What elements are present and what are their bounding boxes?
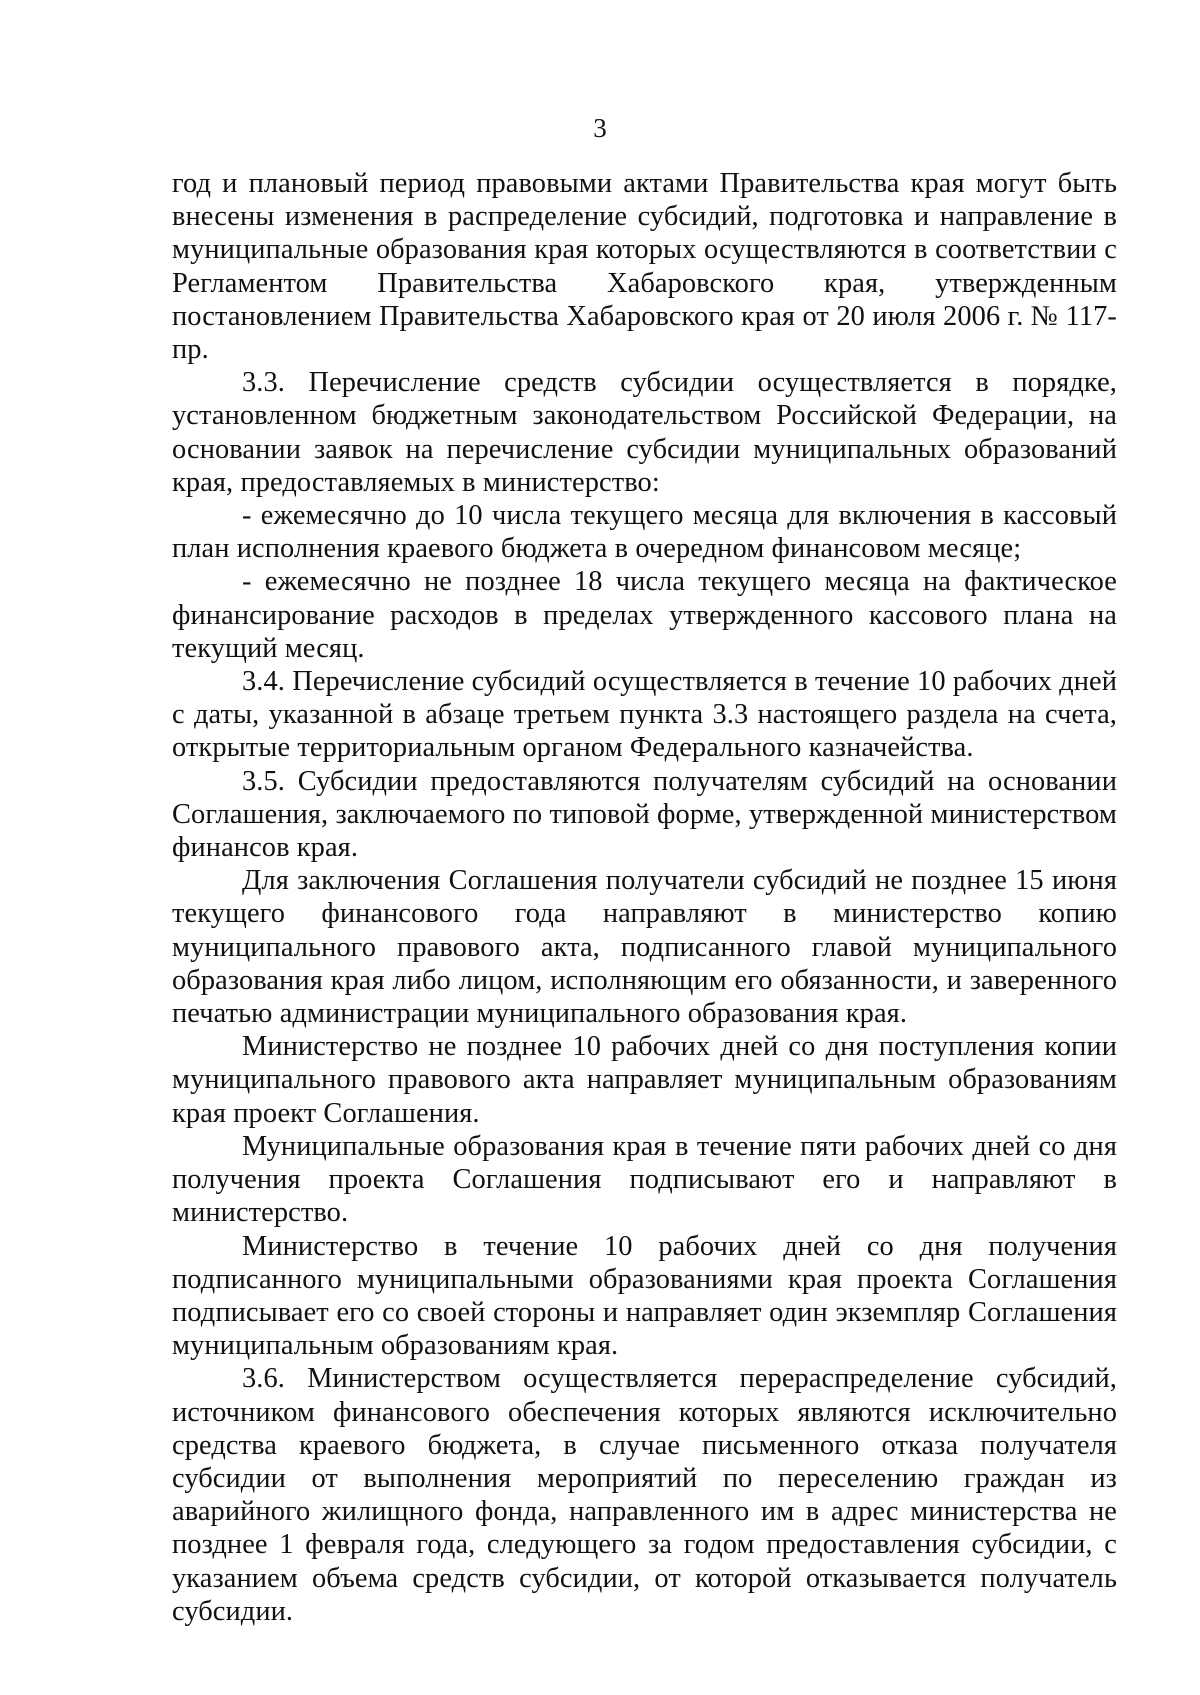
paragraph-list-item-1: - ежемесячно до 10 числа текущего месяца для включения в кассовый план исполнения краевого бюджета в очередном финансовом месяце;: [172, 500, 1117, 565]
paragraph-ministry-draft: Министерство не позднее 10 рабочих дней со дня поступления копии муниципального правового акта направляет муниципальным образованиям края проект Соглашения.: [172, 1031, 1117, 1129]
paragraph-3-5: 3.5. Субсидии предоставляются получателям субсидий на основании Соглашения, заключаемого по типовой форме, утвержденной министерством финансов края.: [172, 765, 1117, 864]
paragraph-list-item-2: - ежемесячно не позднее 18 числа текущего месяца на фактическое финансирование расходов в пределах утвержденного кассового плана на текущий месяц.: [172, 566, 1117, 664]
page-number: 3: [593, 113, 607, 143]
document-body: [172, 167, 1117, 1628]
paragraph-3-6: 3.6. Министерством осуществляется перераспределение субсидий, источником финансового обеспечения которых являются исключительно средства краевого бюджета, в случае письменного отказа получателя субсидии от выполнения мероприятий по переселению граждан из аварийного жилищного фонда, направленного им в адрес министерства не позднее 1 февраля года, следующего за годом предоставления субсидии, с указанием объема средств субсидии, от которой отказывается получатель субсидии.: [172, 1363, 1117, 1627]
paragraph-continuation: год и плановый период правовыми актами Правительства края могут быть внесены изменения в распределение субсидий, подготовка и направление в муниципальные образования края которых осуществляются в соответствии с Регламентом Правительства Хабаровского края, утвержденным постановлением Правительства Хабаровского края от 20 июля 2006 г. № 117-пр.: [172, 168, 1117, 366]
paragraph-3-4: 3.4. Перечисление субсидий осуществляется в течение 10 рабочих дней с даты, указанной в абзаце третьем пункта 3.3 настоящего раздела на счета, открытые территориальным органом Федерального казначейства.: [172, 666, 1117, 764]
paragraph-3-3: 3.3. Перечисление средств субсидии осуществляется в порядке, установленном бюджетным законодательством Российской Федерации, на основании заявок на перечисление субсидии муниципальных образований края, предоставляемых в министерство:: [172, 367, 1117, 498]
paragraph-agreement-conclusion: Для заключения Соглашения получатели субсидий не позднее 15 июня текущего финансового года направляют в министерство копию муниципального правового акта, подписанного главой муниципального образования края либо лицом, исполняющим его обязанности, и заверенного печатью администрации муниципального образования края.: [172, 865, 1117, 1030]
paragraph-municipal-signing: Муниципальные образования края в течение пяти рабочих дней со дня получения проекта Соглашения подписывают его и направляют в министерство.: [172, 1130, 1117, 1229]
paragraph-ministry-signing: Министерство в течение 10 рабочих дней со дня получения подписанного муниципальными образованиями края проекта Соглашения подписывает его со своей стороны и направляет один экземпляр Соглашения муниципальным образованиям края.: [172, 1230, 1117, 1362]
